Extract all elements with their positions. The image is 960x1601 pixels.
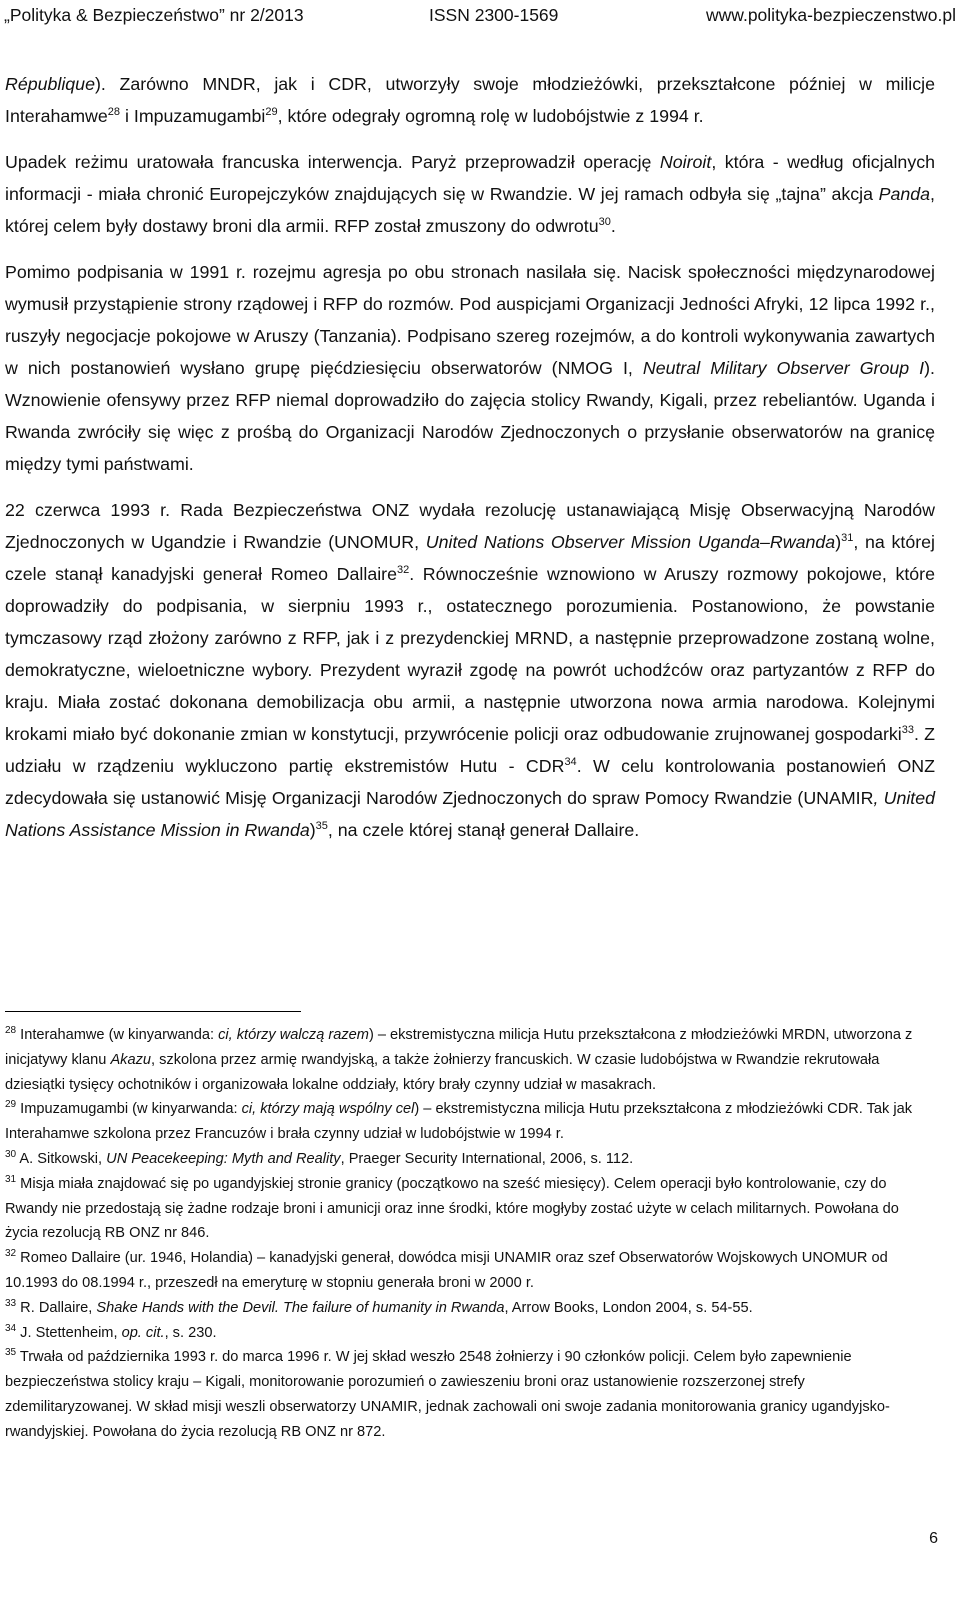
- paragraph: Pomimo podpisania w 1991 r. rozejmu agresja po obu stronach nasilała się. Nacisk społeczności międzynarodowej wymusił przystąpienie strony rządowej i RFP do rozmów. Pod auspicjami Organizacji Jedności Afryki, 12 lipca 1992 r., ruszyły negocjacje pokojowe w Aruszy (Tanzania). Podpisano szereg rozejmów, a do kontroli wykonywania zawartych w nich postanowień wysłano grupę pięćdziesięciu obserwatorów (NMOG I, Neutral Military Observer Group I). Wznowienie ofensywy przez RFP niemal doprowadziło do zajęcia stolicy Rwandy, Kigali, przez rebeliantów. Uganda i Rwanda zwróciły się więc z prośbą do Organizacji Narodów Zjednoczonych o przysłanie obserwatorów na granicę między tymi państwami.: [5, 262, 935, 474]
- footnote: $^{33}$ R. Dallaire, Shake Hands with the Devil. The failure of humanity in Rwanda, Arrow Books, London 2004, s. 54-55.: [5, 1297, 753, 1316]
- footnote-number: 28: [5, 1025, 17, 1036]
- footnote-ref[interactable]: 31: [841, 532, 854, 544]
- footnote-ref[interactable]: 32: [396, 564, 410, 576]
- footnote-number: 34: [5, 1322, 17, 1334]
- footnote-separator: [5, 1011, 301, 1012]
- footnote-number: 35: [5, 1347, 17, 1359]
- footnote-number: 32: [5, 1248, 17, 1260]
- footnote: $^{35}$ Trwała od października 1993 r. do marca 1996 r. W jej skład weszło 2548 żołnierzy i 90 członków policji. Celem było zapewnienie bezpieczeństwa stolicy kraju – Kigali, monitorowanie porozumień o zawieszeniu broni oraz ustanowienie rozszerzonej strefy zdemilitaryzowanej. W skład misji weszli obserwatorzy UNAMIR, jednak zachowali oni swoje zadania monitorowania granicy ugandyjsko-rwandyjskiej. Powołana do życia rezolucją RB ONZ nr 872.: [5, 1347, 890, 1440]
- journal-url: www.polityka-bezpieczenstwo.pl: [706, 5, 956, 25]
- footnote-number: 29: [5, 1099, 17, 1111]
- footnote: $^{32}$ Romeo Dallaire (ur. 1946, Holandia) – kanadyjski generał, dowódca misji UNAMIR oraz szef Obserwatorów Wojskowych UNOMUR od 10.1993 do 08.1994 r., przeszedł na emeryturę w stopniu generała broni w 2000 r.: [5, 1248, 888, 1291]
- footnote-ref[interactable]: 29: [265, 106, 278, 118]
- footnote-number: 31: [5, 1173, 17, 1185]
- footnote-ref[interactable]: 35: [315, 820, 328, 832]
- page-number: 6: [929, 1530, 938, 1547]
- paragraph: 22 czerwca 1993 r. Rada Bezpieczeństwa ONZ wydała rezolucję ustanawiającą Misję Obserwacyjną Narodów Zjednoczonych w Ugandzie i Rwandzie (UNOMUR, United Nations Observer Mission Uganda–Rwanda)$^{31}$, na której czele stanął kanadyjski generał Romeo Dallaire$^{32}$. Równocześnie wznowiono w Aruszy rozmowy pokojowe, które doprowadziły do podpisania, w sierpniu 1993 r., ostatecznego porozumienia. Postanowiono, że powstanie tymczasowy rząd złożony zarówno z RFP, jak i z prezydenckiej MRND, a następnie przeprowadzone zostaną wolne, demokratyczne, wieloetniczne wybory. Prezydent wyraził zgodę na powrót uchodźców oraz partyzantów z RFP do kraju. Miała zostać dokonana demobilizacja obu armii, a następnie utworzona nowa armia narodowa. Kolejnymi krokami miało być dokonanie zmian w konstytucji, przywrócenie policji oraz odbudowanie zrujnowanej gospodarki$^{33}$. Z udziału w rządzeniu wykluczono partię ekstremistów Hutu - CDR$^{34}$. W celu kontrolowania postanowień ONZ zdecydowała się ustanowić Misję Organizacji Narodów Zjednoczonych do spraw Pomocy Rwandzie (UNAMIR, United Nations Assistance Mission in Rwanda)$^{35}$, na czele której stanął generał Dallaire.: [5, 500, 936, 840]
- footnote: $^{34}$ J. Stettenheim, op. cit., s. 230.: [5, 1322, 217, 1341]
- footnotes: [5, 1023, 935, 1445]
- footnote-ref[interactable]: 30: [598, 216, 611, 228]
- page-header: [0, 0, 960, 30]
- footnote-number: 30: [5, 1148, 17, 1160]
- paragraph: République). Zarówno MNDR, jak i CDR, utworzyły swoje młodzieżówki, przekształcone później w milicje Interahamwe$^{28}$ i Impuzamugambi$^{29}$, które odegrały ogromną rolę w ludobójstwie z 1994 r.: [5, 74, 935, 126]
- footnote-ref[interactable]: 28: [107, 106, 121, 118]
- issn-label: ISSN 2300-1569: [429, 5, 559, 25]
- footnote-ref[interactable]: 34: [564, 756, 577, 768]
- journal-title: „Polityka & Bezpieczeństwo” nr 2/2013: [4, 5, 304, 25]
- footnote-ref[interactable]: 33: [901, 724, 914, 736]
- article-body: [5, 68, 935, 846]
- paragraph: Upadek reżimu uratowała francuska interwencja. Paryż przeprowadził operację Noiroit, która - według oficjalnych informacji - miała chronić Europejczyków znajdujących się w Rwandzie. W jej ramach odbyła się „tajna” akcja Panda, której celem były dostawy broni dla armii. RFP został zmuszony do odwrotu$^{30}$.: [5, 152, 935, 236]
- footnote: $^{29}$ Impuzamugambi (w kinyarwanda: ci, którzy mają wspólny cel) – ekstremistyczna milicja Hutu przekształcona z młodzieżówki CDR. Tak jak Interahamwe szkolona przez Francuzów i brała czynny udział w ludobójstwie w 1994 r.: [5, 1099, 913, 1143]
- footnote: $^{31}$ Misja miała znajdować się po ugandyjskiej stronie granicy (początkowo na sześć miesięcy). Celem operacji było kontrolowanie, czy do Rwandy nie przedostają się żadne rodzaje broni i amunicji oraz inne środki, które mogłyby zostać użyte w celach militarnych. Powołana do życia rezolucją RB ONZ nr 846.: [5, 1173, 899, 1242]
- footnote-number: 33: [5, 1297, 17, 1309]
- footnote: $^{28}$ Interahamwe (w kinyarwanda: ci, którzy walczą razem) – ekstremistyczna milicja Hutu przekształcona z młodzieżówki MRDN, utworzona z inicjatywy klanu Akazu, szkolona przez armię rwandyjską, a także żołnierzy francuskich. W czasie ludobójstwa w Rwandzie rekrutowała dziesiątki tysięcy ochotników i organizowała lokalne oddziały, który brały czynny udział w masakrach.: [5, 1025, 913, 1093]
- footnote: $^{30}$ A. Sitkowski, UN Peacekeeping: Myth and Reality, Praeger Security International, 2006, s. 112.: [5, 1148, 634, 1167]
